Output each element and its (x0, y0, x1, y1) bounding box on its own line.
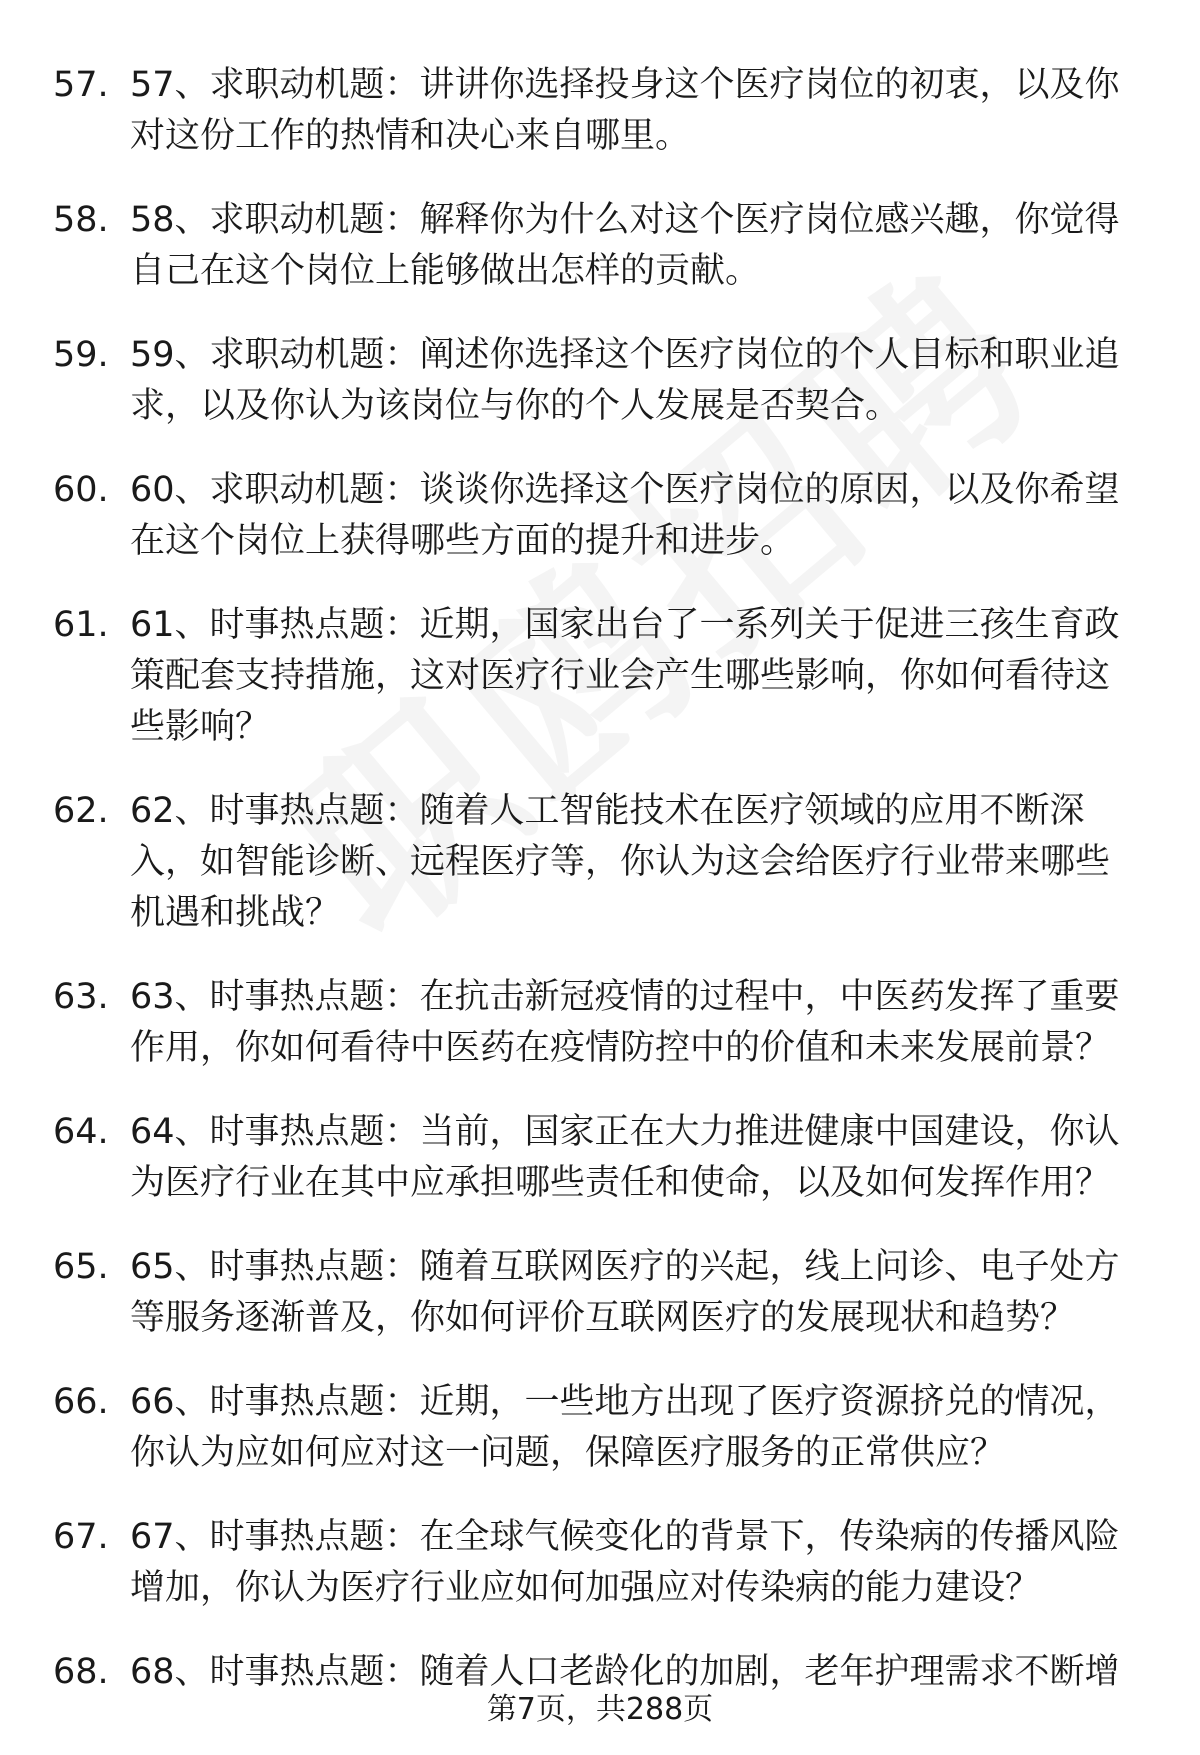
list-item (0, 972, 1200, 1074)
item-text: 66、时事热点题：近期，一些地方出现了医疗资源挤兑的情况，你认为应如何应对这一问题，保障医疗服务的正常供应？ (130, 1382, 1120, 1473)
item-text: 68、时事热点题：随着人口老龄化的加剧，老年护理需求不断增 (130, 1652, 1120, 1692)
list-item (0, 1242, 1200, 1344)
item-number: 66. (53, 1382, 109, 1422)
list-item (0, 195, 1200, 297)
item-text: 67、时事热点题：在全球气候变化的背景下，传染病的传播风险增加，你认为医疗行业应如何加强应对传染病的能力建设？ (130, 1517, 1120, 1608)
list-item (0, 465, 1200, 567)
item-number: 58. (53, 200, 109, 240)
list-item (0, 1377, 1200, 1479)
item-text: 61、时事热点题：近期，国家出台了一系列关于促进三孩生育政策配套支持措施，这对医疗行业会产生哪些影响，你如何看待这些影响？ (130, 605, 1120, 747)
item-number: 67. (53, 1517, 109, 1557)
item-number: 64. (53, 1112, 109, 1152)
item-number: 61. (53, 605, 109, 645)
question-list (0, 60, 1200, 1731)
item-number: 62. (53, 791, 109, 831)
item-text: 60、求职动机题：谈谈你选择这个医疗岗位的原因，以及你希望在这个岗位上获得哪些方面的提升和进步。 (130, 470, 1120, 561)
list-item (0, 60, 1200, 162)
item-text: 63、时事热点题：在抗击新冠疫情的过程中，中医药发挥了重要作用，你如何看待中医药在疫情防控中的价值和未来发展前景？ (130, 977, 1120, 1068)
item-text: 64、时事热点题：当前，国家正在大力推进健康中国建设，你认为医疗行业在其中应承担哪些责任和使命，以及如何发挥作用？ (130, 1112, 1120, 1203)
item-text: 65、时事热点题：随着互联网医疗的兴起，线上问诊、电子处方等服务逐渐普及，你如何评价互联网医疗的发展现状和趋势？ (130, 1247, 1120, 1338)
item-number: 59. (53, 335, 109, 375)
list-item (0, 1512, 1200, 1614)
item-text: 58、求职动机题：解释你为什么对这个医疗岗位感兴趣，你觉得自己在这个岗位上能够做出怎样的贡献。 (130, 200, 1120, 291)
item-number: 68. (53, 1652, 109, 1692)
item-text: 59、求职动机题：阐述你选择这个医疗岗位的个人目标和职业追求，以及你认为该岗位与你的个人发展是否契合。 (130, 335, 1120, 426)
item-number: 63. (53, 977, 109, 1017)
item-number: 60. (53, 470, 109, 510)
list-item (0, 330, 1200, 432)
item-text: 57、求职动机题：讲讲你选择投身这个医疗岗位的初衷，以及你对这份工作的热情和决心来自哪里。 (130, 65, 1120, 156)
item-number: 65. (53, 1247, 109, 1287)
list-item (0, 786, 1200, 939)
list-item (0, 1107, 1200, 1209)
item-number: 57. (53, 65, 109, 105)
page-footer: 第7页，共288页 (486, 1692, 714, 1727)
list-item (0, 600, 1200, 753)
item-text: 62、时事热点题：随着人工智能技术在医疗领域的应用不断深入，如智能诊断、远程医疗等，你认为这会给医疗行业带来哪些机遇和挑战？ (130, 791, 1111, 933)
